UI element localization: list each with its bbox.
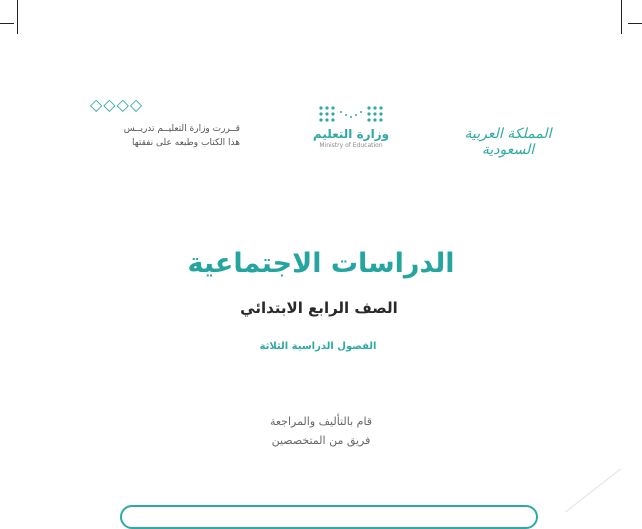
page-corner-line [565,469,621,513]
ministry-decree [70,122,240,150]
diamonds-ornament: ◇◇◇◇ [90,95,144,114]
authors-line-1: قام بالتأليف والمراجعة [269,415,373,428]
crop-mark-right-horizontal [628,23,642,24]
grade-level: الصف الرابع الابتدائي [240,299,398,317]
ministry-logo [308,103,394,149]
kingdom-calligraphy: المملكة العربية السعودية [464,126,552,158]
crop-mark-left-horizontal [0,23,14,24]
book-title: الدراسات الاجتماعية [187,248,455,279]
authors-credit [0,412,642,450]
crop-mark-right [621,0,622,34]
semester-label: الفصول الدراسية الثلاثة [259,341,377,352]
ministry-name-english: Ministry of Education [319,142,383,149]
bottom-frame [120,505,538,529]
crop-mark-left [17,0,18,34]
ministry-name-arabic: وزارة التعليم [312,127,390,141]
decree-line-1: قــررت وزارة التعليــم تدريــس [123,124,240,134]
authors-line-2: فريق من المتخصصين [271,434,371,447]
ministry-dots-icon [315,103,387,125]
decree-line-2: هذا الكتاب وطبعه على نفقتها [131,138,240,148]
